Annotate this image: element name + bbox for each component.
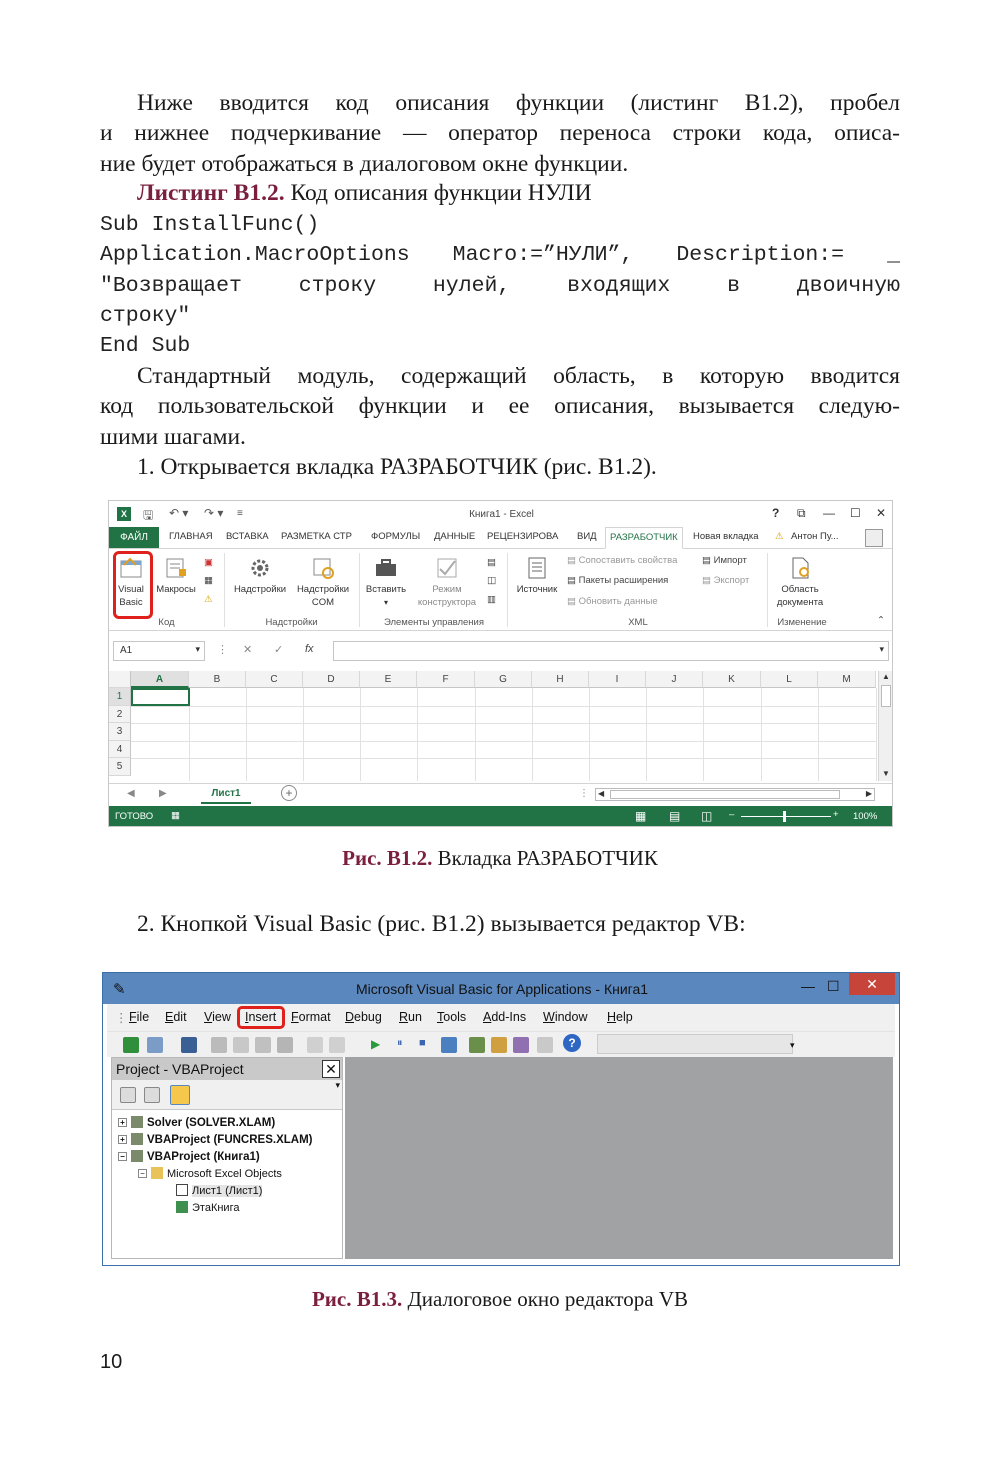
properties-icon[interactable] [491, 1037, 507, 1053]
chevron-down-icon: ▾ [195, 644, 200, 654]
group-code-label: Код [158, 617, 175, 628]
project-icon [131, 1133, 143, 1145]
insert-control-button[interactable] [361, 555, 411, 609]
macro-record-icon[interactable]: ▦ [171, 810, 180, 821]
map-properties-label: Сопоставить свойства [578, 555, 678, 566]
column-header[interactable]: A [131, 671, 189, 688]
com-addins-label: Надстройки [296, 584, 350, 595]
next-sheet-icon[interactable]: ▶ [159, 788, 167, 799]
tree-item-funcres[interactable] [118, 1133, 312, 1146]
worksheet-grid[interactable] [109, 671, 893, 781]
chevron-down-icon: ▾ [383, 598, 388, 607]
addins-button[interactable] [229, 555, 291, 596]
design-mode-button[interactable] [411, 555, 483, 609]
workbook-icon [176, 1201, 188, 1213]
ribbon-display-button[interactable]: ⧉ [797, 506, 806, 520]
tree-item-thisworkbook[interactable] [176, 1201, 239, 1214]
refresh-data-button[interactable]: ▤ Обновить данные [567, 596, 658, 607]
grid-line [646, 688, 647, 781]
paste-icon[interactable] [255, 1037, 271, 1053]
customize-qat-icon[interactable]: ≡ [237, 508, 243, 519]
tab-new[interactable]: Новая вкладка [693, 531, 759, 542]
column-header[interactable]: D [303, 671, 360, 688]
zoom-in-icon[interactable]: + [833, 809, 839, 820]
module-line: шими шагами. [100, 423, 246, 450]
collapse-icon[interactable]: − [138, 1169, 147, 1178]
active-cell[interactable] [131, 688, 190, 706]
save-icon[interactable] [181, 1037, 197, 1053]
design-mode-label: конструктора [417, 597, 477, 608]
macros-label: Макросы [156, 584, 196, 595]
avatar[interactable] [865, 529, 883, 547]
intro-paragraph [100, 88, 900, 179]
step-2 [100, 909, 900, 939]
tree-item-label: VBAProject (Книга1) [147, 1151, 260, 1163]
code-line: Application.MacroOptions Macro:=”НУЛИ”, Description:= _ [100, 243, 900, 268]
document-panel-icon [787, 555, 813, 581]
grid-line [532, 688, 533, 781]
menu-grip: ⋮ [115, 1011, 128, 1025]
position-readout [597, 1034, 793, 1054]
design-mode-icon [434, 555, 460, 581]
page-break-icon[interactable]: ◫ [701, 809, 713, 823]
grid-line [303, 688, 304, 781]
vba-window-title: Microsoft Visual Basic for Applications - Книга1 [355, 981, 649, 997]
intro-line: и нижнее подчеркивание — оператор переноса строки кода, описа- [100, 120, 900, 147]
vba-menubar [107, 1004, 895, 1031]
project-icon [131, 1116, 143, 1128]
stop-icon[interactable]: ■ [419, 1037, 426, 1049]
enter-icon[interactable]: ✓ [274, 644, 284, 656]
view-code-icon[interactable] [120, 1087, 136, 1103]
tab-page-layout[interactable]: РАЗМЕТКА СТР [281, 531, 352, 542]
view-excel-icon[interactable] [123, 1037, 139, 1053]
run-dialog-icon[interactable]: ▥ [487, 594, 496, 605]
step-2-text: 2. Кнопкой Visual Basic (рис. В1.2) вызывается редактор VB: [137, 911, 746, 937]
column-header[interactable]: H [532, 671, 589, 688]
zoom-slider-thumb[interactable] [783, 811, 786, 822]
column-header[interactable]: K [703, 671, 761, 688]
scroll-up-icon[interactable]: ▲ [882, 672, 890, 681]
grid-line [761, 688, 762, 781]
group-controls-label: Элементы управления [383, 617, 485, 628]
help-button[interactable]: ? [772, 506, 780, 520]
zoom-slider[interactable] [741, 816, 831, 817]
record-macro-icon[interactable]: ▣ [204, 557, 213, 568]
intro-line: Ниже вводится код описания функции (листинг В1.2), пробел [137, 90, 900, 116]
menu-addins[interactable]: Add-Ins [483, 1010, 527, 1024]
tree-item-label: Solver (SOLVER.XLAM) [147, 1117, 276, 1129]
minimize-button[interactable]: — [823, 506, 835, 520]
gear-icon [247, 555, 273, 581]
close-icon[interactable]: ✕ [322, 1060, 340, 1078]
highlight-box [237, 1006, 285, 1029]
macro-security-icon[interactable]: ⚠ [204, 594, 213, 605]
group-divider [359, 553, 360, 627]
code-line: строку" [100, 303, 191, 328]
maximize-button[interactable]: ☐ [850, 506, 861, 520]
ribbon [109, 549, 893, 631]
project-icon [131, 1150, 143, 1162]
zoom-level[interactable]: 100% [853, 811, 878, 822]
name-box[interactable] [113, 641, 205, 661]
expand-icon[interactable]: + [118, 1118, 127, 1127]
document-panel-button[interactable] [769, 555, 831, 609]
addins-label: Надстройки [233, 584, 287, 595]
tree-item-label: VBAProject (FUNCRES.XLAM) [147, 1134, 313, 1146]
code-listing [100, 210, 900, 361]
column-header[interactable]: I [589, 671, 646, 688]
visual-basic-label: Basic [119, 597, 143, 608]
row-header[interactable]: 2 [109, 706, 131, 724]
column-header[interactable]: M [818, 671, 876, 688]
visual-basic-label: Visual [118, 584, 144, 595]
find-icon[interactable] [277, 1037, 293, 1053]
horizontal-scrollbar[interactable] [595, 788, 875, 801]
figure-caption [0, 1285, 1000, 1313]
listing-title: Код описания функции НУЛИ [290, 180, 592, 206]
row-header[interactable]: 5 [109, 758, 131, 776]
normal-view-icon[interactable]: ▦ [635, 809, 647, 823]
vba-screenshot [102, 972, 900, 1266]
intro-line: ние будет отображаться в диалоговом окне функции. [100, 150, 629, 177]
save-icon[interactable]: 🖫 [143, 508, 154, 522]
grid-line [131, 741, 876, 742]
figure-text: Диалоговое окно редактора VB [407, 1287, 689, 1311]
column-header[interactable]: B [189, 671, 246, 688]
status-bar [109, 806, 893, 827]
source-button[interactable] [511, 555, 563, 596]
menu-format[interactable]: Format [291, 1010, 331, 1024]
vba-toolbar [107, 1031, 895, 1057]
tree-item-label: Лист1 (Лист1) [192, 1185, 263, 1197]
tab-view[interactable]: ВИД [577, 531, 597, 542]
project-explorer [111, 1057, 343, 1259]
expansion-packs-label: Пакеты расширения [578, 575, 669, 586]
row-header[interactable]: 4 [109, 741, 131, 759]
grid-line [703, 688, 704, 781]
document-panel-label: Область [781, 584, 819, 595]
sheet-icon [176, 1184, 188, 1196]
tree-item-solver[interactable] [118, 1116, 275, 1129]
figure-label: Рис. В1.3. [311, 1287, 403, 1311]
ribbon-tabs [109, 527, 893, 549]
warning-icon: ⚠ [775, 531, 784, 542]
column-header[interactable]: C [246, 671, 303, 688]
menu-view[interactable]: View [204, 1010, 231, 1024]
scroll-right-icon[interactable]: ▶ [865, 789, 872, 798]
export-button[interactable]: ▤ Экспорт [702, 575, 750, 586]
design-mode-label: Режим [432, 584, 462, 595]
grid-line [360, 688, 361, 781]
menu-window[interactable]: Window [543, 1010, 588, 1024]
scrollbar-thumb[interactable] [610, 790, 840, 799]
minimize-button[interactable]: — [801, 978, 815, 994]
menu-tools[interactable]: Tools [437, 1010, 467, 1024]
toggle-folders-icon[interactable] [170, 1085, 190, 1105]
menu-insert[interactable]: Insert [245, 1010, 277, 1024]
tree-item-label: ЭтаКнига [192, 1202, 240, 1214]
com-addins-label: COM [311, 597, 335, 608]
design-mode-icon[interactable] [441, 1037, 457, 1053]
prev-sheet-icon[interactable]: ◀ [127, 788, 135, 799]
com-addins-button[interactable] [292, 555, 354, 609]
listing-label: Листинг В1.2. [137, 180, 285, 206]
page-number: 10 [100, 1351, 123, 1373]
column-header[interactable]: J [646, 671, 703, 688]
grid-line [246, 688, 247, 781]
toolbox-icon [373, 555, 399, 581]
collapse-ribbon-icon[interactable]: ⌃ [877, 615, 885, 626]
vertical-scrollbar[interactable] [878, 671, 892, 781]
code-line: End Sub [100, 334, 191, 359]
tab-developer[interactable]: РАЗРАБОТЧИК [605, 527, 683, 549]
collapse-icon[interactable]: − [118, 1152, 127, 1161]
run-icon[interactable]: ▶ [371, 1037, 381, 1051]
insert-function-icon[interactable]: fx [305, 643, 314, 655]
menu-file[interactable]: File [129, 1010, 150, 1024]
scrollbar-thumb[interactable] [881, 685, 891, 707]
macros-button[interactable] [153, 555, 199, 596]
grid-line [475, 688, 476, 781]
tree-item-sheet1[interactable] [176, 1184, 262, 1197]
grid-line [818, 688, 819, 781]
vba-titlebar [103, 973, 900, 1004]
name-box-value: A1 [120, 645, 133, 656]
formula-input[interactable] [333, 641, 889, 661]
menu-edit[interactable]: Edit [165, 1010, 187, 1024]
com-addins-icon [310, 555, 336, 581]
toolbar-options-icon[interactable]: ▾ [790, 1040, 795, 1050]
page-layout-icon[interactable]: ▤ [669, 809, 681, 823]
code-workspace[interactable] [345, 1057, 893, 1259]
menu-help[interactable]: Help [607, 1010, 633, 1024]
project-explorer-title: Project - VBAProject [112, 1058, 342, 1080]
sheet-tab[interactable]: Лист1 [201, 784, 251, 804]
step-1-text: 1. Открывается вкладка РАЗРАБОТЧИК (рис. В1.2). [137, 454, 657, 480]
add-sheet-icon[interactable]: + [281, 785, 297, 801]
column-header[interactable]: G [475, 671, 532, 688]
more-icon: ⋮ [579, 788, 589, 799]
user-name[interactable]: Антон Пу... [791, 531, 839, 542]
redo-icon[interactable] [329, 1037, 345, 1053]
code-line: "Возвращает строку нулей, входящих в двоичную [100, 273, 900, 298]
copy-icon[interactable] [233, 1037, 249, 1053]
group-divider [767, 553, 768, 627]
relative-refs-icon[interactable]: ▦ [204, 575, 213, 586]
project-explorer-icon[interactable] [469, 1037, 485, 1053]
cancel-icon[interactable]: ✕ [243, 644, 253, 656]
row-header[interactable]: 3 [109, 723, 131, 741]
undo-icon[interactable] [307, 1037, 323, 1053]
import-button[interactable]: ▤ Импорт [702, 555, 747, 566]
pause-icon[interactable]: ⏸ [397, 1037, 403, 1049]
export-label: Экспорт [713, 575, 750, 586]
module-line: код пользовательской функции и ее описания, вызывается следую- [100, 393, 900, 420]
insert-control-label: Вставить [365, 584, 407, 595]
expansion-packs-button[interactable]: ▤ Пакеты расширения [567, 575, 669, 586]
module-line: Стандартный модуль, содержащий область, в которую вводится [137, 363, 900, 389]
figure-caption [0, 844, 1000, 872]
refresh-data-label: Обновить данные [578, 596, 658, 607]
grid-line [131, 723, 876, 724]
tree-item-excel-objects[interactable] [138, 1167, 282, 1180]
properties-icon[interactable]: ▤ [487, 557, 496, 568]
column-header[interactable]: F [417, 671, 475, 688]
tab-review[interactable]: РЕЦЕНЗИРОВА [487, 531, 559, 542]
grid-line [131, 758, 876, 759]
group-divider [224, 553, 225, 627]
tree-item-book1[interactable] [118, 1150, 260, 1163]
toolbox-icon[interactable] [537, 1037, 553, 1053]
menu-run[interactable]: Run [399, 1010, 422, 1024]
tab-insert[interactable]: ВСТАВКА [226, 531, 269, 542]
maximize-button[interactable]: ☐ [827, 978, 840, 994]
step-1 [100, 452, 900, 482]
object-browser-icon[interactable] [513, 1037, 529, 1053]
figure-text: Вкладка РАЗРАБОТЧИК [437, 846, 658, 870]
zoom-out-icon[interactable]: – [729, 809, 735, 820]
scroll-left-icon[interactable]: ◀ [598, 789, 605, 798]
excel-screenshot [108, 500, 893, 827]
column-header[interactable]: E [360, 671, 417, 688]
column-header[interactable]: L [761, 671, 818, 688]
tab-file[interactable]: ФАЙЛ [109, 527, 159, 548]
group-modify-label: Изменение [777, 617, 827, 628]
code-line: Sub InstallFunc() [100, 213, 320, 237]
highlight-box [113, 551, 153, 619]
grid-line [417, 688, 418, 781]
scroll-down-icon[interactable]: ▼ [882, 769, 890, 778]
excel-titlebar [109, 501, 893, 527]
excel-window-title: Книга1 - Excel [469, 509, 534, 520]
status-text: ГОТОВО [115, 811, 154, 822]
figure-label: Рис. В1.2. [342, 846, 433, 870]
group-addins-label: Надстройки [265, 617, 318, 628]
grid-line [876, 688, 877, 781]
excel-logo-icon: X [117, 507, 131, 521]
undo-icon[interactable]: ↶ ▾ [169, 506, 189, 520]
source-label: Источник [516, 584, 558, 595]
grid-line [131, 706, 876, 707]
listing-caption [137, 178, 592, 208]
redo-icon[interactable]: ↷ ▾ [204, 506, 224, 520]
cut-icon[interactable] [211, 1037, 227, 1053]
row-header[interactable]: 1 [109, 688, 131, 706]
tab-home[interactable]: ГЛАВНАЯ [169, 531, 213, 542]
tree-item-label: Microsoft Excel Objects [167, 1168, 282, 1180]
document-panel-label: документа [776, 597, 824, 608]
tab-formulas[interactable]: ФОРМУЛЫ [371, 531, 421, 542]
vba-app-icon: ✎ [113, 981, 126, 998]
project-toolbar [112, 1080, 342, 1110]
module-paragraph [100, 361, 900, 452]
formula-bar [109, 639, 893, 665]
view-code-icon[interactable]: ◫ [487, 575, 496, 586]
insert-userform-icon[interactable] [147, 1037, 163, 1053]
group-divider [507, 553, 508, 627]
help-icon[interactable]: ? [563, 1034, 581, 1052]
sheet-tabs-bar [109, 783, 893, 805]
map-properties-button[interactable]: ▤ Сопоставить свойства [567, 555, 678, 566]
chevron-down-icon: ▾ [879, 644, 884, 654]
macros-icon [163, 555, 189, 581]
folder-icon [151, 1167, 163, 1179]
group-xml-label: XML [628, 617, 648, 628]
tab-data[interactable]: ДАННЫЕ [434, 531, 476, 542]
close-button[interactable]: ✕ [876, 506, 887, 520]
import-label: Импорт [713, 555, 747, 566]
xml-source-icon [524, 555, 550, 581]
scroll-icon[interactable]: ▾ [335, 1080, 340, 1090]
expand-icon[interactable]: + [118, 1135, 127, 1144]
select-all-corner[interactable] [109, 671, 131, 688]
close-button[interactable]: ✕ [849, 973, 895, 995]
view-object-icon[interactable] [144, 1087, 160, 1103]
menu-debug[interactable]: Debug [345, 1010, 382, 1024]
grid-line [589, 688, 590, 781]
more-icon: ⋮ [217, 644, 228, 656]
